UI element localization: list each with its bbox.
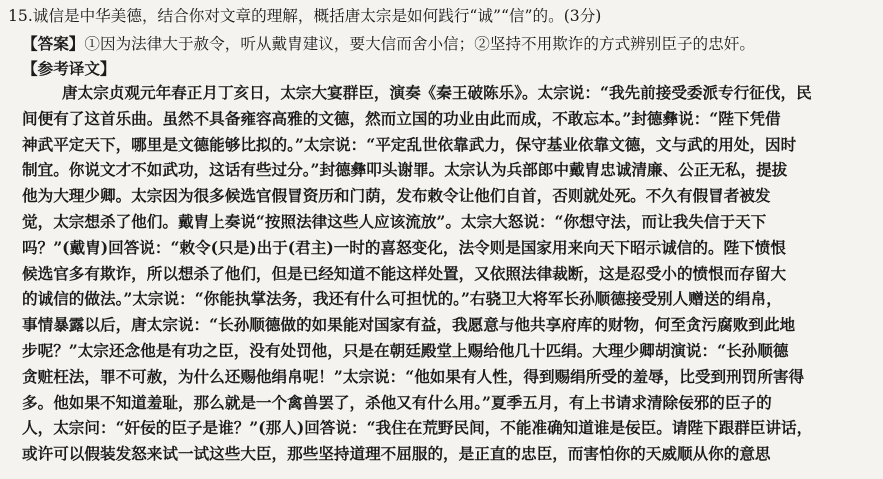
translation-line: 人，太宗问：“奸佞的臣子是谁？”(那人)回答说：“我住在荒野民间，不能准确知道谁是佞臣。请陛下跟群臣讲话， <box>22 418 813 438</box>
answer-tag: 【答案】 <box>22 34 85 53</box>
answer-text: ①因为法律大于赦令，听从戴胄建议，要大信而舍小信；②坚持不用欺诈的方式辨别臣子的忠奸。 <box>84 35 755 53</box>
translation-line: 间便有了这首乐曲。虽然不具备雍容高雅的文德，然而立国的功业由此而成，不敢忘本。”封德彝说：“陛下凭借 <box>22 108 781 128</box>
translation-line: 或许可以假装发怒来试一试这些大臣，那些坚持道理不屈服的，是正直的忠臣，而害怕你的天威顺从你的意思 <box>22 444 771 464</box>
answer-line <box>22 33 872 55</box>
translation-line: 神武平定天下，哪里是文德能够比拟的。”太宗说：“平定乱世依靠武力，保守基业依靠文德，文与武的用处，因时 <box>22 134 797 154</box>
translation-line: 多。他如果不知道羞耻，那么就是一个禽兽罢了，杀他又有什么用。”夏季五月，有上书请求清除佞邪的臣子的 <box>22 392 772 412</box>
translation-body <box>22 80 862 467</box>
translation-heading: 【参考译文】 <box>22 59 116 78</box>
translation-line: 唐太宗贞观元年春正月丁亥日，太宗大宴群臣，演奏《秦王破陈乐》。太宗说：“我先前接受委派专行征伐，民 <box>62 83 812 102</box>
translation-line: 他为大理少卿。太宗因为很多候选官假冒资历和门荫，发布敕令让他们自首，否则就处死。不久有假冒者被发 <box>22 186 771 206</box>
translation-line: 的诚信的做法。”太宗说：“你能执掌法务，我还有什么可担忧的。”右骁卫大将军长孙顺德接受别人赠送的绢帛， <box>22 289 782 309</box>
question-15 <box>8 5 808 27</box>
translation-line: 制宜。你说文才不如武功，这话有些过分。”封德彝叩头谢罪。太宗认为兵部郎中戴胄忠诚清廉、公正无私，提拔 <box>22 160 788 180</box>
translation-line: 事情暴露以后，唐太宗说：“长孙顺德做的如果能对国家有益，我愿意与他共享府库的财物，何至贪污腐败到此地 <box>22 315 796 335</box>
translation-line: 吗？”(戴胄)回答说：“敕令(只是)出于(君主)一时的喜怒变化，法令则是国家用来向天下昭示诚信的。陛下愤恨 <box>22 237 786 257</box>
question-text: 15.诚信是中华美德，结合你对文章的理解，概括唐太宗是如何践行“诚”“信”的。(3分) <box>8 7 602 25</box>
translation-line: 候选官多有欺诈，所以想杀了他们，但是已经知道不能这样处置，又依照法律裁断，这是忍受小的愤恨而存留大 <box>22 263 787 283</box>
translation-line: 贪赃枉法，罪不可赦，为什么还赐他绢帛呢！”太宗说：“他如果有人性，得到赐绢所受的羞辱，比受到刑罚所害得 <box>22 366 805 386</box>
translation-line: 步呢？”太宗还念他是有功之臣，没有处罚他，只是在朝廷殿堂上赐给他几十匹绢。大理少卿胡演说：“长孙顺德 <box>22 340 789 360</box>
translation-line: 觉，太宗想杀了他们。戴胄上奏说“按照法律这些人应该流放”。太宗大怒说：“你想守法，而让我失信于天下 <box>22 211 767 231</box>
